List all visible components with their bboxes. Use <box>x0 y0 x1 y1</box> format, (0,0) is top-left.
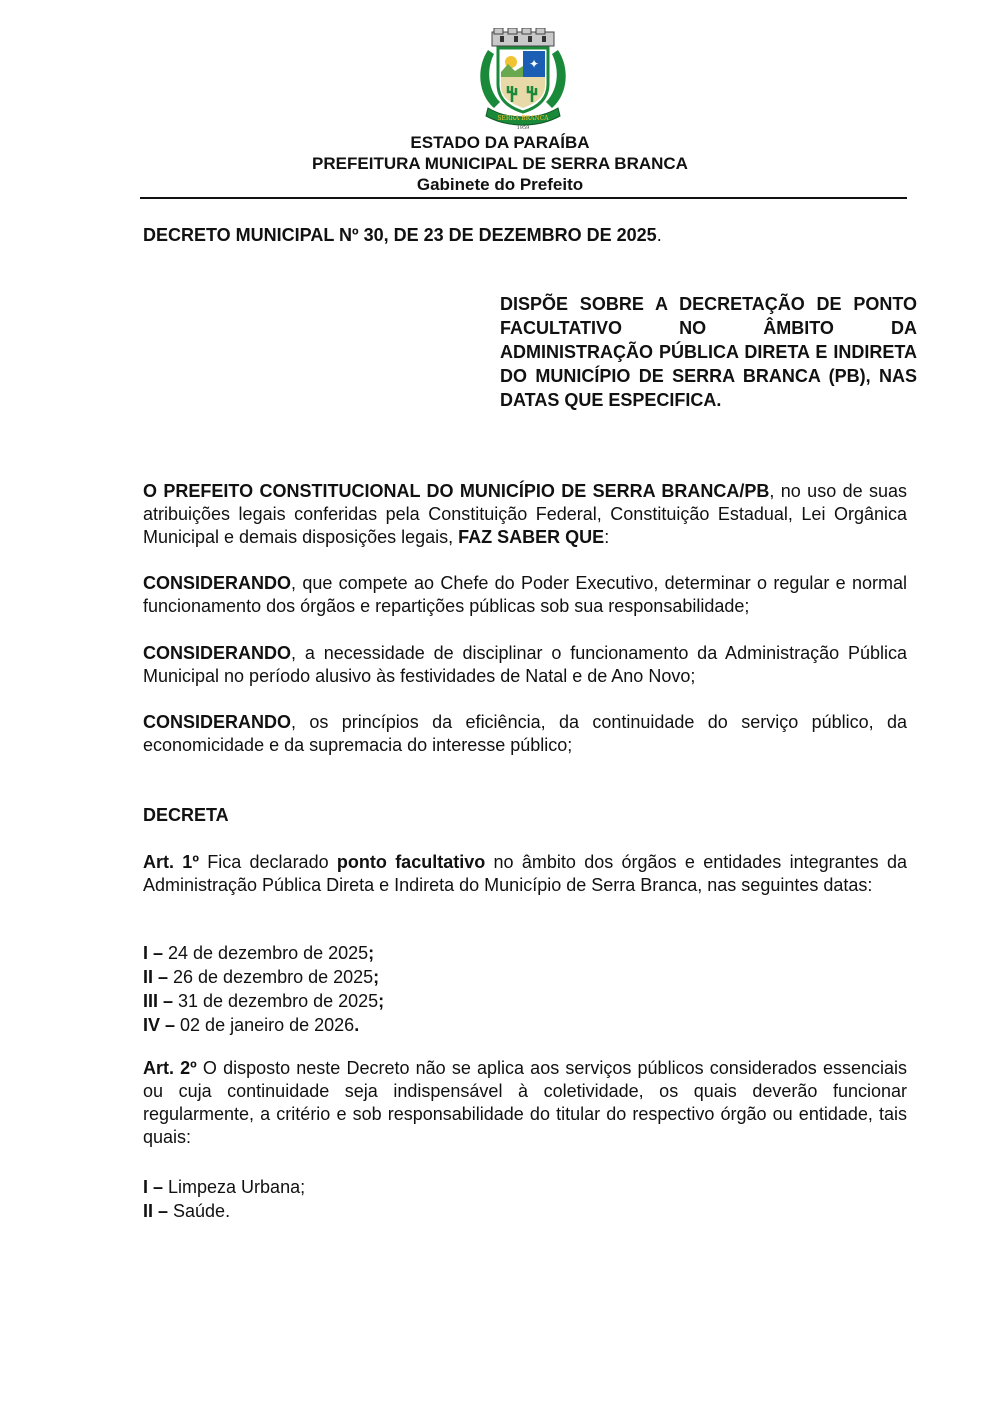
preamble: O PREFEITO CONSTITUCIONAL DO MUNICÍPIO DE SERRA BRANCA/PB, no uso de suas atribuições legais conferidas pela Constituição Federal, Constituição Estadual, Lei Orgânica Municipal e demais disposições legais, FAZ SABER QUE: <box>143 481 908 547</box>
document-header <box>0 132 1000 195</box>
office-name: Gabinete do Prefeito <box>416 175 584 194</box>
considerando-1: CONSIDERANDO, que compete ao Chefe do Poder Executivo, determinar o regular e normal funcionamento dos órgãos e repartições públicas sob sua responsabilidade; <box>143 573 907 616</box>
list-item: I – Limpeza Urbana; <box>143 1177 306 1197</box>
article-2-services <box>143 1175 907 1223</box>
decree-ementa: DISPÕE SOBRE A DECRETAÇÃO DE PONTO FACULTATIVO NO ÂMBITO DA ADMINISTRAÇÃO PÚBLICA DIRETA E INDIRETA DO MUNICÍPIO DE SERRA BRANCA (PB), NAS DATAS QUE ESPECIFICA. <box>500 294 917 410</box>
article-2: Art. 2º O disposto neste Decreto não se aplica aos serviços públicos considerados essenciais ou cuja continuidade seja indispensável à coletividade, os quais deverão funcionar regularmente, a critério e sob responsabilidade do titular do respectivo órgão ou entidade, tais quais: <box>143 1058 907 1147</box>
state-name: ESTADO DA PARAÍBA <box>410 133 590 152</box>
svg-text:✦: ✦ <box>528 57 540 71</box>
list-item: III – 31 de dezembro de 2025; <box>143 991 385 1011</box>
svg-text:SERRA BRANCA: SERRA BRANCA <box>497 115 549 122</box>
article-1: Art. 1º Fica declarado ponto facultativo no âmbito dos órgãos e entidades integrantes da Administração Pública Direta e Indireta do Município de Serra Branca, nas seguintes datas: <box>143 852 907 895</box>
decreta-heading: DECRETA <box>143 805 229 825</box>
svg-text:1959: 1959 <box>516 125 530 130</box>
list-item: IV – 02 de janeiro de 2026. <box>143 1015 360 1035</box>
decree-title: DECRETO MUNICIPAL Nº 30, DE 23 DE DEZEMBRO DE 2025. <box>143 225 662 245</box>
considerando-3: CONSIDERANDO, os princípios da eficiência, da continuidade do serviço público, da economicidade e da supremacia do interesse público; <box>143 712 907 755</box>
list-item: II – Saúde. <box>143 1201 231 1221</box>
considerando-2: CONSIDERANDO, a necessidade de disciplinar o funcionamento da Administração Pública Municipal no período alusivo às festividades de Natal e de Ano Novo; <box>143 643 907 686</box>
header-divider <box>140 197 907 199</box>
municipal-crest-logo <box>478 28 568 130</box>
list-item: I – 24 de dezembro de 2025; <box>143 943 375 963</box>
list-item: II – 26 de dezembro de 2025; <box>143 967 380 987</box>
article-1-dates <box>143 941 907 1037</box>
municipality-name: PREFEITURA MUNICIPAL DE SERRA BRANCA <box>312 154 688 173</box>
